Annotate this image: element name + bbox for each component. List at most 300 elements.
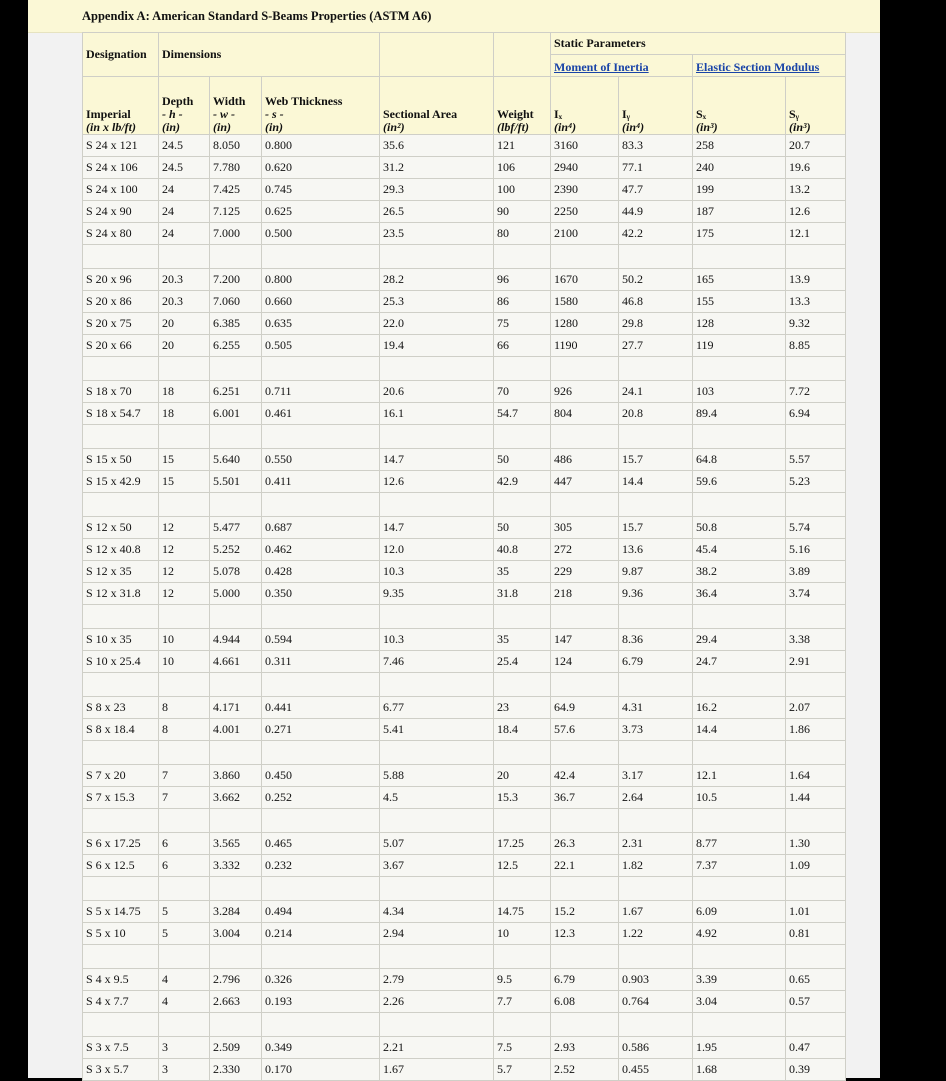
sy-cell: 0.57 <box>786 991 846 1013</box>
weight-cell: 10 <box>494 923 551 945</box>
weight-cell: 35 <box>494 561 551 583</box>
sx-cell: 155 <box>693 291 786 313</box>
spacer-cell <box>83 945 159 969</box>
sx-cell: 36.4 <box>693 583 786 605</box>
spacer-cell <box>83 741 159 765</box>
depth-cell: 10 <box>159 651 210 673</box>
spacer-cell <box>494 741 551 765</box>
spacer-cell <box>159 877 210 901</box>
web-thickness-cell: 0.214 <box>262 923 380 945</box>
group-spacer-row <box>83 809 846 833</box>
designation-cell: S 18 x 54.7 <box>83 403 159 425</box>
table-row <box>83 901 846 923</box>
designation-cell: S 20 x 96 <box>83 269 159 291</box>
sectional-area-cell: 4.34 <box>380 901 494 923</box>
sectional-area-cell: 6.77 <box>380 697 494 719</box>
sy-cell: 2.07 <box>786 697 846 719</box>
spacer-cell <box>693 357 786 381</box>
designation-cell: S 24 x 80 <box>83 223 159 245</box>
ix-cell: 22.1 <box>551 855 619 877</box>
ix-cell: 1670 <box>551 269 619 291</box>
spacer-cell <box>380 1013 494 1037</box>
spacer-cell <box>83 245 159 269</box>
group-spacer-row <box>83 605 846 629</box>
weight-cell: 17.25 <box>494 833 551 855</box>
web-thickness-cell: 0.311 <box>262 651 380 673</box>
moment-of-inertia-link-text[interactable]: Moment of Inertia <box>554 60 649 74</box>
sx-label: Sₓ <box>696 107 707 121</box>
web-thickness-cell: 0.170 <box>262 1059 380 1081</box>
spacer-cell <box>262 945 380 969</box>
weight-cell: 5.7 <box>494 1059 551 1081</box>
width-cell: 6.001 <box>210 403 262 425</box>
spacer-cell <box>693 1013 786 1037</box>
spacer-cell <box>380 673 494 697</box>
ix-cell: 2250 <box>551 201 619 223</box>
weight-cell: 18.4 <box>494 719 551 741</box>
spacer-cell <box>159 809 210 833</box>
table-row <box>83 179 846 201</box>
table-row <box>83 313 846 335</box>
sy-cell: 1.01 <box>786 901 846 923</box>
width-cell: 7.125 <box>210 201 262 223</box>
sy-cell: 12.6 <box>786 201 846 223</box>
designation-cell: S 24 x 121 <box>83 135 159 157</box>
sx-cell: 4.92 <box>693 923 786 945</box>
table-row <box>83 471 846 493</box>
header-blank-area <box>380 33 494 77</box>
weight-cell: 50 <box>494 517 551 539</box>
iy-cell: 24.1 <box>619 381 693 403</box>
ix-cell: 926 <box>551 381 619 403</box>
sx-cell: 64.8 <box>693 449 786 471</box>
elastic-section-modulus-link[interactable] <box>693 55 846 77</box>
designation-cell: S 4 x 7.7 <box>83 991 159 1013</box>
designation-cell: S 4 x 9.5 <box>83 969 159 991</box>
depth-unit: (in) <box>162 120 180 134</box>
weight-cell: 86 <box>494 291 551 313</box>
spacer-cell <box>619 357 693 381</box>
spacer-cell <box>262 493 380 517</box>
width-cell: 3.332 <box>210 855 262 877</box>
elastic-section-modulus-link-text[interactable]: Elastic Section Modulus <box>696 60 820 74</box>
web-thickness-cell: 0.635 <box>262 313 380 335</box>
sx-cell: 7.37 <box>693 855 786 877</box>
iy-cell: 50.2 <box>619 269 693 291</box>
width-cell: 4.661 <box>210 651 262 673</box>
depth-cell: 4 <box>159 969 210 991</box>
spacer-cell <box>380 245 494 269</box>
table-row <box>83 1037 846 1059</box>
designation-cell: S 24 x 106 <box>83 157 159 179</box>
web-thickness-cell: 0.550 <box>262 449 380 471</box>
table-row <box>83 517 846 539</box>
sx-cell: 175 <box>693 223 786 245</box>
width-cell: 7.060 <box>210 291 262 313</box>
sy-header <box>786 77 846 135</box>
depth-cell: 18 <box>159 381 210 403</box>
ix-cell: 36.7 <box>551 787 619 809</box>
web-thickness-cell: 0.660 <box>262 291 380 313</box>
spacer-cell <box>786 741 846 765</box>
dimensions-header: Dimensions <box>159 33 380 77</box>
sy-cell: 0.65 <box>786 969 846 991</box>
table-row <box>83 719 846 741</box>
designation-cell: S 8 x 18.4 <box>83 719 159 741</box>
sectional-area-cell: 5.88 <box>380 765 494 787</box>
web-thickness-cell: 0.450 <box>262 765 380 787</box>
depth-cell: 12 <box>159 517 210 539</box>
designation-cell: S 7 x 15.3 <box>83 787 159 809</box>
ix-header <box>551 77 619 135</box>
spacer-cell <box>159 493 210 517</box>
depth-cell: 24 <box>159 223 210 245</box>
sy-cell: 6.94 <box>786 403 846 425</box>
web-thickness-cell: 0.594 <box>262 629 380 651</box>
spacer-cell <box>693 877 786 901</box>
iy-cell: 8.36 <box>619 629 693 651</box>
s-beam-properties-table <box>82 32 846 1081</box>
sectional-area-cell: 2.21 <box>380 1037 494 1059</box>
sy-cell: 2.91 <box>786 651 846 673</box>
sectional-area-label: Sectional Area <box>383 107 458 121</box>
web-thickness-cell: 0.428 <box>262 561 380 583</box>
spacer-cell <box>262 245 380 269</box>
weight-cell: 9.5 <box>494 969 551 991</box>
weight-cell: 96 <box>494 269 551 291</box>
web-thickness-cell: 0.441 <box>262 697 380 719</box>
designation-cell: S 7 x 20 <box>83 765 159 787</box>
moment-of-inertia-link[interactable] <box>551 55 693 77</box>
spacer-cell <box>83 493 159 517</box>
sy-cell: 19.6 <box>786 157 846 179</box>
depth-cell: 12 <box>159 561 210 583</box>
table-row <box>83 135 846 157</box>
web-thickness-cell: 0.271 <box>262 719 380 741</box>
spacer-cell <box>494 425 551 449</box>
spacer-cell <box>83 605 159 629</box>
depth-cell: 5 <box>159 923 210 945</box>
ix-label: Iₓ <box>554 107 563 121</box>
spacer-cell <box>159 605 210 629</box>
weight-cell: 25.4 <box>494 651 551 673</box>
web-thickness-symbol: - s - <box>265 107 284 121</box>
sy-cell: 1.44 <box>786 787 846 809</box>
spacer-cell <box>551 493 619 517</box>
ix-cell: 2940 <box>551 157 619 179</box>
iy-cell: 1.22 <box>619 923 693 945</box>
spacer-cell <box>494 809 551 833</box>
table-row <box>83 629 846 651</box>
weight-cell: 7.5 <box>494 1037 551 1059</box>
table-row <box>83 269 846 291</box>
spacer-cell <box>494 605 551 629</box>
sectional-area-cell: 28.2 <box>380 269 494 291</box>
iy-cell: 2.31 <box>619 833 693 855</box>
table-row <box>83 335 846 357</box>
designation-cell: S 12 x 40.8 <box>83 539 159 561</box>
table-row <box>83 561 846 583</box>
web-thickness-cell: 0.193 <box>262 991 380 1013</box>
depth-cell: 12 <box>159 539 210 561</box>
table-row <box>83 223 846 245</box>
width-cell: 5.477 <box>210 517 262 539</box>
spacer-cell <box>786 425 846 449</box>
width-cell: 3.662 <box>210 787 262 809</box>
designation-cell: S 8 x 23 <box>83 697 159 719</box>
depth-cell: 12 <box>159 583 210 605</box>
spacer-cell <box>619 605 693 629</box>
ix-cell: 2.52 <box>551 1059 619 1081</box>
web-thickness-cell: 0.800 <box>262 269 380 291</box>
ix-cell: 272 <box>551 539 619 561</box>
table-row <box>83 291 846 313</box>
spacer-cell <box>380 809 494 833</box>
table-row <box>83 583 846 605</box>
web-thickness-cell: 0.500 <box>262 223 380 245</box>
depth-cell: 8 <box>159 697 210 719</box>
iy-cell: 3.17 <box>619 765 693 787</box>
depth-cell: 20 <box>159 313 210 335</box>
header-row-3 <box>83 77 846 135</box>
spacer-cell <box>83 877 159 901</box>
spacer-cell <box>786 809 846 833</box>
sectional-area-cell: 12.6 <box>380 471 494 493</box>
width-header <box>210 77 262 135</box>
sectional-area-cell: 9.35 <box>380 583 494 605</box>
sx-cell: 3.04 <box>693 991 786 1013</box>
title-bar <box>28 0 880 33</box>
spacer-cell <box>262 673 380 697</box>
width-cell: 7.425 <box>210 179 262 201</box>
spacer-cell <box>210 741 262 765</box>
spacer-cell <box>210 245 262 269</box>
sy-cell: 0.81 <box>786 923 846 945</box>
depth-cell: 20.3 <box>159 269 210 291</box>
weight-cell: 75 <box>494 313 551 335</box>
sx-cell: 12.1 <box>693 765 786 787</box>
width-cell: 4.171 <box>210 697 262 719</box>
table-row <box>83 923 846 945</box>
sectional-area-cell: 14.7 <box>380 517 494 539</box>
spacer-cell <box>494 945 551 969</box>
sx-cell: 89.4 <box>693 403 786 425</box>
weight-header <box>494 77 551 135</box>
static-parameters-header: Static Parameters <box>551 33 846 55</box>
width-cell: 2.330 <box>210 1059 262 1081</box>
width-cell: 3.860 <box>210 765 262 787</box>
sy-label: Sᵧ <box>789 107 800 121</box>
width-cell: 4.944 <box>210 629 262 651</box>
depth-cell: 8 <box>159 719 210 741</box>
width-cell: 5.078 <box>210 561 262 583</box>
spacer-cell <box>494 673 551 697</box>
sy-cell: 3.38 <box>786 629 846 651</box>
spacer-cell <box>159 357 210 381</box>
spacer-cell <box>159 245 210 269</box>
sx-cell: 128 <box>693 313 786 335</box>
spacer-cell <box>159 741 210 765</box>
designation-cell: S 24 x 90 <box>83 201 159 223</box>
weight-cell: 23 <box>494 697 551 719</box>
iy-cell: 20.8 <box>619 403 693 425</box>
sx-cell: 1.68 <box>693 1059 786 1081</box>
sy-cell: 13.9 <box>786 269 846 291</box>
ix-cell: 2.93 <box>551 1037 619 1059</box>
sx-unit: (in³) <box>696 120 718 134</box>
sx-cell: 187 <box>693 201 786 223</box>
weight-cell: 40.8 <box>494 539 551 561</box>
web-thickness-cell: 0.494 <box>262 901 380 923</box>
sx-cell: 50.8 <box>693 517 786 539</box>
spacer-cell <box>693 741 786 765</box>
group-spacer-row <box>83 1013 846 1037</box>
depth-cell: 5 <box>159 901 210 923</box>
spacer-cell <box>619 877 693 901</box>
sx-cell: 1.95 <box>693 1037 786 1059</box>
table-row <box>83 697 846 719</box>
spacer-cell <box>380 425 494 449</box>
table-row <box>83 969 846 991</box>
iy-cell: 13.6 <box>619 539 693 561</box>
group-spacer-row <box>83 357 846 381</box>
group-spacer-row <box>83 673 846 697</box>
spacer-cell <box>262 357 380 381</box>
group-spacer-row <box>83 493 846 517</box>
web-thickness-cell: 0.620 <box>262 157 380 179</box>
sx-cell: 8.77 <box>693 833 786 855</box>
designation-cell: S 10 x 35 <box>83 629 159 651</box>
sx-cell: 29.4 <box>693 629 786 651</box>
iy-cell: 44.9 <box>619 201 693 223</box>
ix-cell: 486 <box>551 449 619 471</box>
sy-cell: 20.7 <box>786 135 846 157</box>
web-thickness-unit: (in) <box>265 120 283 134</box>
spacer-cell <box>159 673 210 697</box>
depth-cell: 20.3 <box>159 291 210 313</box>
designation-cell: S 24 x 100 <box>83 179 159 201</box>
spacer-cell <box>693 673 786 697</box>
spacer-cell <box>693 245 786 269</box>
spacer-cell <box>83 425 159 449</box>
spacer-cell <box>210 357 262 381</box>
designation-cell: S 3 x 7.5 <box>83 1037 159 1059</box>
spacer-cell <box>786 357 846 381</box>
table-row <box>83 157 846 179</box>
sy-cell: 1.64 <box>786 765 846 787</box>
spacer-cell <box>83 673 159 697</box>
iy-cell: 15.7 <box>619 449 693 471</box>
spacer-cell <box>619 809 693 833</box>
iy-header <box>619 77 693 135</box>
spacer-cell <box>786 673 846 697</box>
width-cell: 3.284 <box>210 901 262 923</box>
width-cell: 5.501 <box>210 471 262 493</box>
spacer-cell <box>551 673 619 697</box>
sy-cell: 5.74 <box>786 517 846 539</box>
iy-cell: 4.31 <box>619 697 693 719</box>
spacer-cell <box>619 1013 693 1037</box>
web-thickness-cell: 0.350 <box>262 583 380 605</box>
width-cell: 5.000 <box>210 583 262 605</box>
depth-cell: 24.5 <box>159 157 210 179</box>
designation-cell: S 18 x 70 <box>83 381 159 403</box>
weight-cell: 12.5 <box>494 855 551 877</box>
spacer-cell <box>159 945 210 969</box>
sy-unit: (in³) <box>789 120 811 134</box>
width-cell: 2.509 <box>210 1037 262 1059</box>
ix-cell: 64.9 <box>551 697 619 719</box>
imperial-unit: (in x lb/ft) <box>86 120 136 134</box>
weight-cell: 90 <box>494 201 551 223</box>
weight-cell: 121 <box>494 135 551 157</box>
depth-cell: 6 <box>159 855 210 877</box>
sectional-area-cell: 2.94 <box>380 923 494 945</box>
sx-header <box>693 77 786 135</box>
weight-cell: 35 <box>494 629 551 651</box>
designation-cell: S 15 x 50 <box>83 449 159 471</box>
web-thickness-label: Web Thickness <box>265 94 343 108</box>
spacer-cell <box>619 945 693 969</box>
web-thickness-cell: 0.625 <box>262 201 380 223</box>
weight-unit: (lbf/ft) <box>497 120 529 134</box>
spacer-cell <box>693 493 786 517</box>
spacer-cell <box>83 1013 159 1037</box>
sx-cell: 6.09 <box>693 901 786 923</box>
width-cell: 2.796 <box>210 969 262 991</box>
iy-cell: 77.1 <box>619 157 693 179</box>
spacer-cell <box>210 425 262 449</box>
weight-cell: 80 <box>494 223 551 245</box>
sectional-area-cell: 26.5 <box>380 201 494 223</box>
weight-cell: 106 <box>494 157 551 179</box>
ix-cell: 12.3 <box>551 923 619 945</box>
sy-cell: 7.72 <box>786 381 846 403</box>
designation-cell: S 12 x 31.8 <box>83 583 159 605</box>
sx-cell: 38.2 <box>693 561 786 583</box>
sectional-area-cell: 23.5 <box>380 223 494 245</box>
ix-cell: 1190 <box>551 335 619 357</box>
ix-unit: (in⁴) <box>554 120 577 134</box>
sx-cell: 45.4 <box>693 539 786 561</box>
spacer-cell <box>619 741 693 765</box>
weight-cell: 100 <box>494 179 551 201</box>
table-row <box>83 855 846 877</box>
ix-cell: 26.3 <box>551 833 619 855</box>
spacer-cell <box>693 425 786 449</box>
table-row <box>83 991 846 1013</box>
sy-cell: 13.2 <box>786 179 846 201</box>
width-cell: 5.640 <box>210 449 262 471</box>
designation-cell: S 5 x 14.75 <box>83 901 159 923</box>
group-spacer-row <box>83 945 846 969</box>
weight-cell: 31.8 <box>494 583 551 605</box>
web-thickness-cell: 0.745 <box>262 179 380 201</box>
ix-cell: 124 <box>551 651 619 673</box>
web-thickness-header <box>262 77 380 135</box>
spacer-cell <box>210 673 262 697</box>
depth-cell: 7 <box>159 787 210 809</box>
width-cell: 5.252 <box>210 539 262 561</box>
depth-cell: 3 <box>159 1037 210 1059</box>
sectional-area-unit: (in²) <box>383 120 405 134</box>
table-row <box>83 201 846 223</box>
weight-cell: 66 <box>494 335 551 357</box>
table-header <box>83 33 846 135</box>
depth-label: Depth <box>162 94 194 108</box>
spacer-cell <box>262 741 380 765</box>
spacer-cell <box>786 877 846 901</box>
